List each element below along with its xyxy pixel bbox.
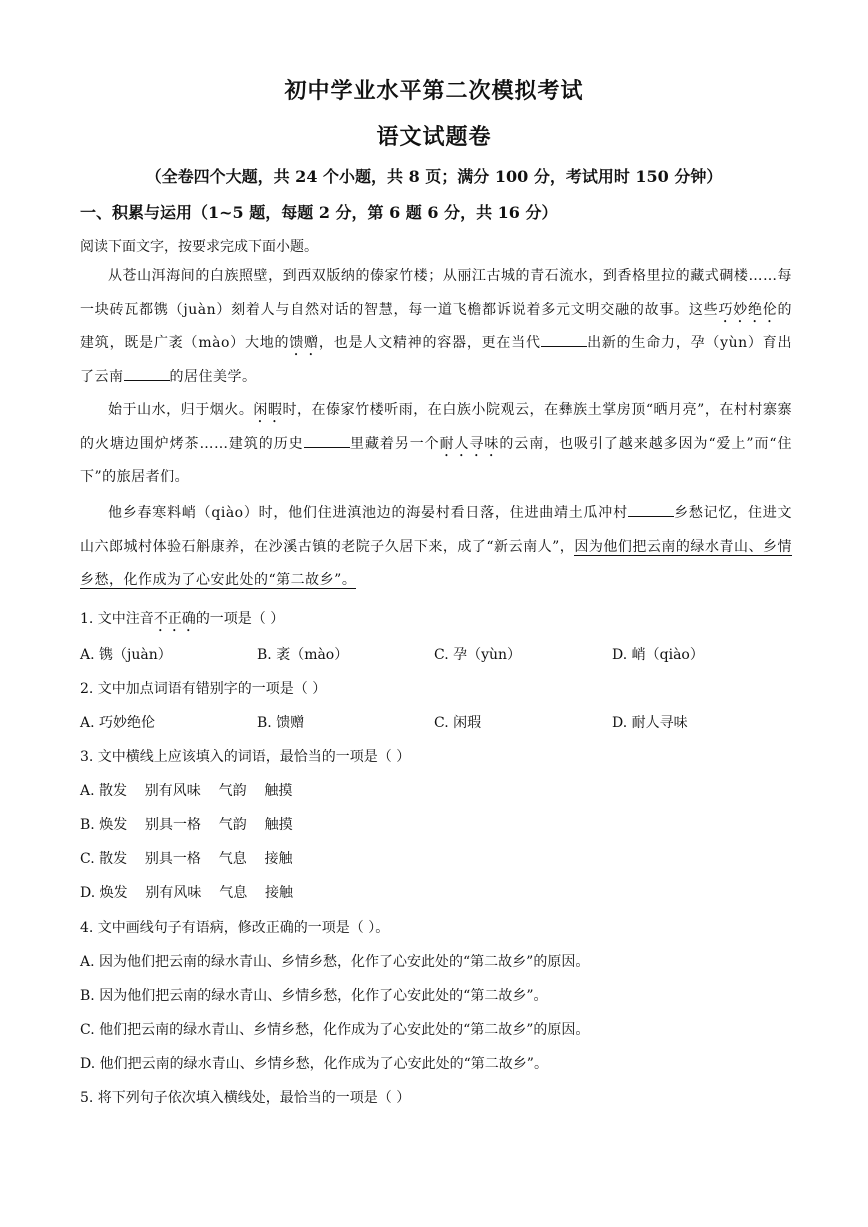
section-instruction: 阅读下面文字，按要求完成下面小题。 <box>80 239 318 255</box>
fill-blank <box>304 433 350 448</box>
q4-option-d[interactable]: D. 他们把云南的绿水青山、乡情乡愁，化作成为了心安此处的“第二故乡”。 <box>80 1056 548 1072</box>
passage-text: 的建筑，既是广袤（mào）大地的 <box>80 301 793 351</box>
passage-text: 乡愁记忆，住进文山六郎城村体验石斛康养，在沙溪古镇的老院子久居下来，成了“新云南人”， <box>80 505 793 555</box>
q2-option-a[interactable]: A. 巧妙绝伦 <box>80 715 156 731</box>
question-2-stem: 2. 文中加点词语有错别字的一项是（ ） <box>80 681 327 697</box>
passage-text: 从苍山洱海间的白族照壁，到西双版纳的傣家竹楼；从丽江古城的青石流水，到香格里拉的藏式碉楼……每一块砖瓦都镌（juàn）刻着人与自然对话的智慧，每一道飞檐都诉说着多元文明交融的故事。这些 <box>80 268 792 318</box>
passage-text: 始于山水，归于烟火。 <box>108 402 254 418</box>
q1-option-a[interactable]: A. 镌（juàn） <box>80 647 172 663</box>
q2-option-c[interactable]: C. 闲瑕 <box>434 715 482 731</box>
q4-option-c[interactable]: C. 他们把云南的绿水青山、乡情乡愁，化作成为了心安此处的“第二故乡”的原因。 <box>80 1022 590 1038</box>
dotted-word: 闲暇 <box>253 402 283 418</box>
dotted-word: 不正确 <box>153 611 196 627</box>
passage-text: 时，在傣家竹楼听雨，在白族小院观云，在彝族土掌房顶“晒月亮”，在村村寨寨的火塘边围炉烤茶……建筑的历史 <box>80 402 793 452</box>
exam-subtitle: 语文试题卷 <box>376 124 492 150</box>
section-heading: 一、积累与运用（1~5 题，每题 2 分，第 6 题 6 分，共 16 分） <box>80 203 558 222</box>
passage-text: 他乡春寒料峭（qiào）时，他们住进滇池边的海晏村看日落，住进曲靖土瓜冲村 <box>108 505 628 521</box>
fill-blank <box>541 332 587 347</box>
passage-text: 的云南，也吸引了越来越多因为“爱上”而“住下”的旅居者们。 <box>80 435 793 485</box>
q1-option-b[interactable]: B. 袤（mào） <box>257 647 349 663</box>
dotted-word: 巧妙绝伦 <box>718 301 778 318</box>
q3-option-a[interactable]: A. 散发 别有风味 气韵 触摸 <box>80 783 293 799</box>
q3-option-c[interactable]: C. 散发 别具一格 气息 接触 <box>80 851 293 867</box>
q4-option-b[interactable]: B. 因为他们把云南的绿水青山、乡情乡愁，化作了心安此处的“第二故乡”。 <box>80 988 548 1004</box>
question-5-stem: 5. 将下列句子依次填入横线处，最恰当的一项是（ ） <box>80 1090 411 1106</box>
passage-paragraph-1 <box>80 260 792 394</box>
passage-text: ，也是人文精神的容器，更在当代 <box>318 335 541 351</box>
dotted-word: 耐人寻味 <box>439 435 500 452</box>
exam-title: 初中学业水平第二次模拟考试 <box>284 78 584 104</box>
q2-option-d[interactable]: D. 耐人寻味 <box>612 715 688 731</box>
fill-blank <box>124 366 170 381</box>
passage-text: 的居住美学。 <box>169 368 257 385</box>
q4-option-a[interactable]: A. 因为他们把云南的绿水青山、乡情乡愁，化作了心安此处的“第二故乡”的原因。 <box>80 954 590 970</box>
passage-paragraph-2 <box>80 394 792 495</box>
q3-option-b[interactable]: B. 焕发 别具一格 气韵 触摸 <box>80 817 293 833</box>
passage-paragraph-3 <box>80 497 792 598</box>
question-text: 的一项是（ ） <box>195 611 285 627</box>
fill-blank <box>628 502 674 517</box>
underlined-sentence: 因为他们把云南的绿水青山、乡情乡愁，化作成为了心安此处的“第二故乡”。 <box>80 538 793 588</box>
passage-text: 出新的生命力，孕（yùn）育出了云南 <box>80 335 792 385</box>
q1-option-c[interactable]: C. 孕（yùn） <box>434 647 522 663</box>
q1-option-d[interactable]: D. 峭（qiào） <box>612 647 704 663</box>
question-text: 1. 文中注音 <box>80 611 154 627</box>
exam-note: （全卷四个大题，共 24 个小题，共 8 页；满分 100 分，考试用时 150 分钟） <box>145 167 723 186</box>
passage-text: 里藏着另一个 <box>349 435 440 452</box>
question-3-stem: 3. 文中横线上应该填入的词语，最恰当的一项是（ ） <box>80 749 411 765</box>
question-1-stem <box>80 608 284 635</box>
q3-option-d[interactable]: D. 焕发 别有风味 气息 接触 <box>80 885 294 901</box>
dotted-word: 馈赠 <box>289 335 319 351</box>
question-4-stem: 4. 文中画线句子有语病，修改正确的一项是（ ）。 <box>80 920 390 936</box>
q2-option-b[interactable]: B. 馈赠 <box>257 715 305 731</box>
